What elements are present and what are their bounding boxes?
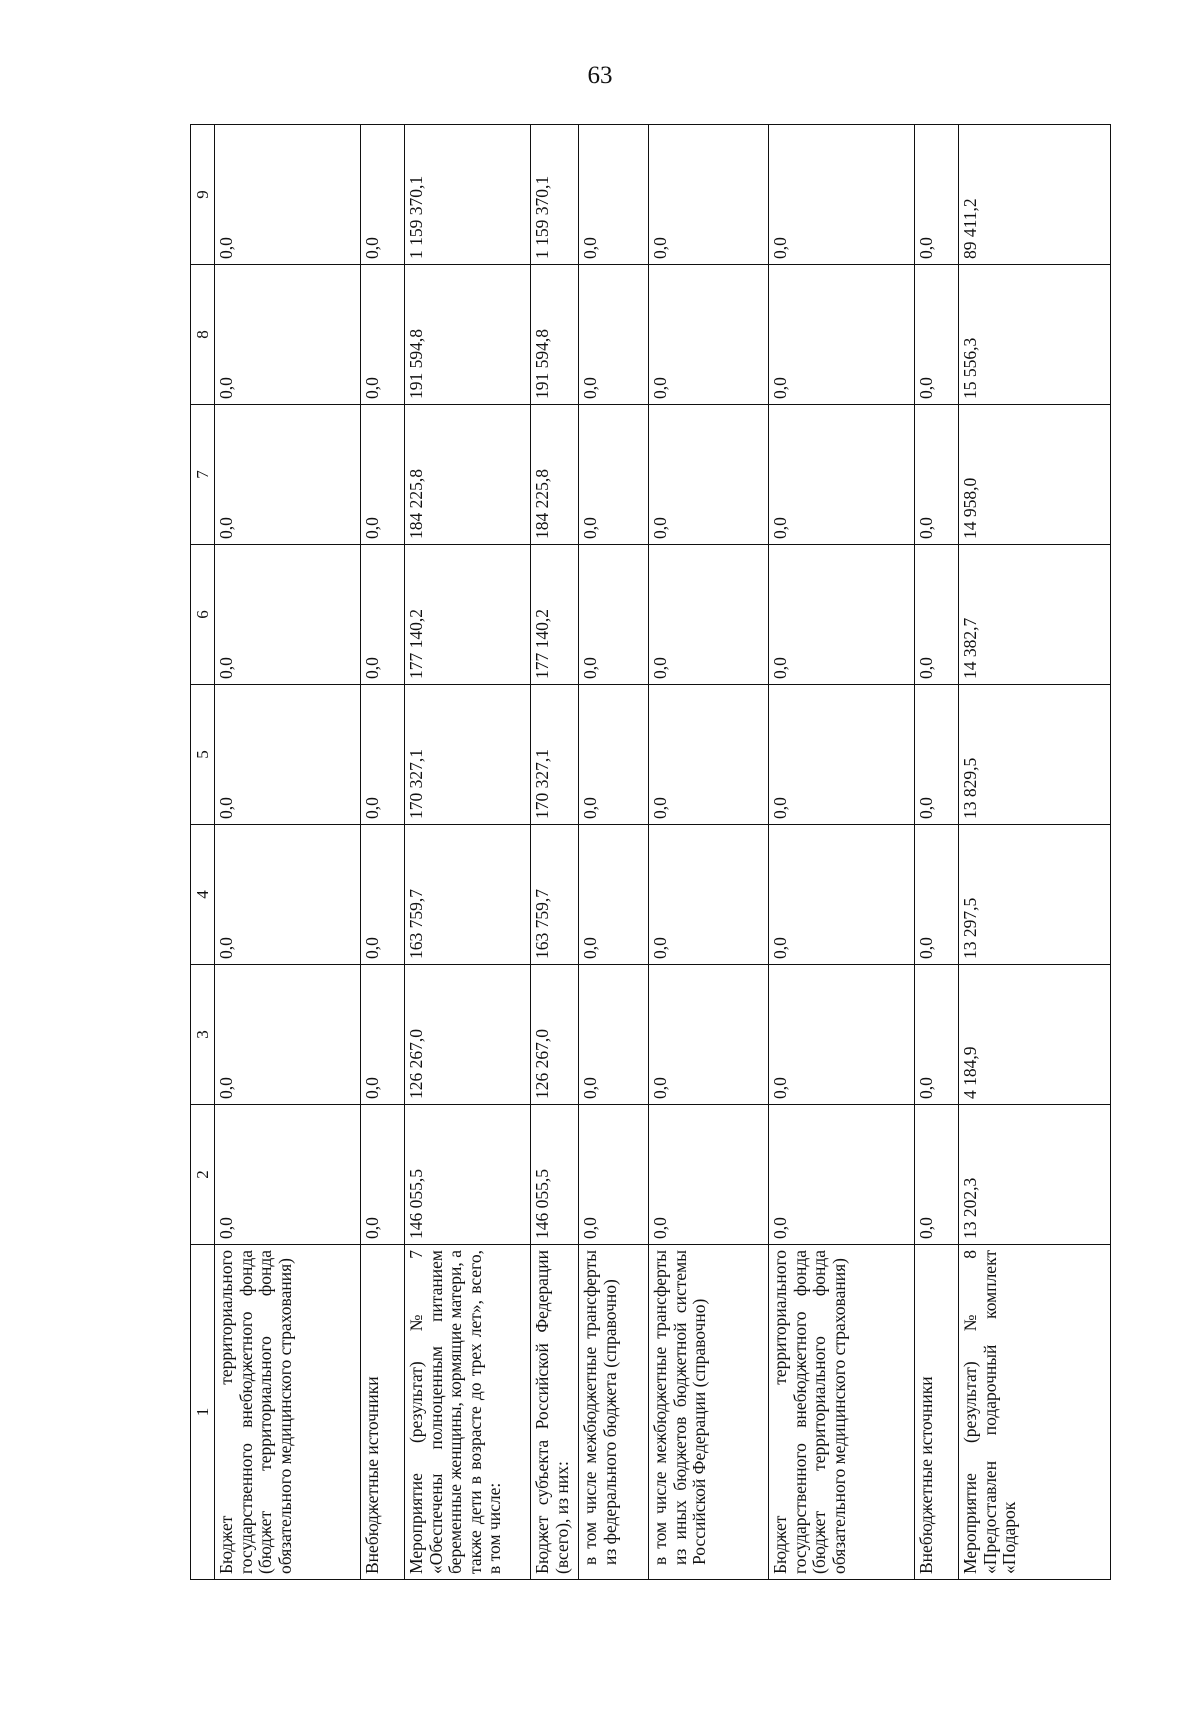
- table-cell: 0,0: [649, 405, 769, 545]
- table-cell: 0,0: [915, 265, 959, 405]
- table-row: [959, 125, 1111, 1580]
- table-cell: 177 140,2: [405, 545, 531, 685]
- table-cell: 0,0: [361, 125, 405, 265]
- budget-table: [190, 124, 1111, 1580]
- table-cell: 0,0: [215, 1105, 361, 1245]
- table-cell: 0,0: [215, 405, 361, 545]
- table-body: [191, 125, 1111, 1580]
- table-cell: 126 267,0: [405, 965, 531, 1105]
- table-cell: 0,0: [579, 1105, 649, 1245]
- row-label: в том числе межбюджетные трансферты из иных бюджетов бюджетной системы Российской Федерации (справочно): [649, 1245, 769, 1580]
- table-cell: 0,0: [361, 825, 405, 965]
- row-label: в том числе межбюджетные трансферты из федерального бюджета (справочно): [579, 1245, 649, 1580]
- column-header: 7: [191, 405, 215, 545]
- table-cell: 191 594,8: [531, 265, 579, 405]
- table-cell: 184 225,8: [405, 405, 531, 545]
- table-cell: 0,0: [579, 685, 649, 825]
- table-cell: 177 140,2: [531, 545, 579, 685]
- column-header-row: [191, 125, 215, 1580]
- row-label: Мероприятие (результат) № 7 «Обеспечены полноценным питанием беременные женщины, кормящие матери, а также дети в возрасте до трех лет», всего, в том числе:: [405, 1245, 531, 1580]
- table-cell: 0,0: [215, 965, 361, 1105]
- page-number: 63: [587, 62, 613, 89]
- table-row: [579, 125, 649, 1580]
- table-cell: 170 327,1: [405, 685, 531, 825]
- row-label: Бюджет территориального государственного внебюджетного фонда (бюджет территориального фонда обязательного медицинского страхования): [215, 1245, 361, 1580]
- table-cell: 0,0: [579, 125, 649, 265]
- table-cell: 184 225,8: [531, 405, 579, 545]
- table-cell: 0,0: [579, 825, 649, 965]
- table-cell: 0,0: [579, 405, 649, 545]
- table-cell: 0,0: [361, 1105, 405, 1245]
- table-cell: 0,0: [649, 125, 769, 265]
- row-label: Бюджет субъекта Российской Федерации (всего), из них:: [531, 1245, 579, 1580]
- column-header: 3: [191, 965, 215, 1105]
- row-label: Внебюджетные источники: [915, 1245, 959, 1580]
- table-row: [405, 125, 531, 1580]
- table-cell: 0,0: [769, 265, 915, 405]
- table-cell: 0,0: [769, 405, 915, 545]
- table-cell: 163 759,7: [405, 825, 531, 965]
- table-cell: 15 556,3: [959, 265, 1111, 405]
- table-cell: 146 055,5: [405, 1105, 531, 1245]
- table-cell: 0,0: [769, 545, 915, 685]
- column-header: 2: [191, 1105, 215, 1245]
- table-row: [531, 125, 579, 1580]
- row-label: Бюджет территориального государственного внебюджетного фонда (бюджет территориального фонда обязательного медицинского страхования): [769, 1245, 915, 1580]
- column-header: 5: [191, 685, 215, 825]
- column-header: 1: [191, 1245, 215, 1580]
- table-cell: 0,0: [361, 965, 405, 1105]
- table-cell: 14 382,7: [959, 545, 1111, 685]
- table-cell: 163 759,7: [531, 825, 579, 965]
- table-cell: 0,0: [649, 265, 769, 405]
- column-header: 6: [191, 545, 215, 685]
- table-cell: 0,0: [769, 825, 915, 965]
- table-cell: 0,0: [915, 685, 959, 825]
- table-cell: 0,0: [215, 265, 361, 405]
- table-cell: 0,0: [769, 1105, 915, 1245]
- table-cell: 14 958,0: [959, 405, 1111, 545]
- table-cell: 0,0: [769, 965, 915, 1105]
- table-cell: 146 055,5: [531, 1105, 579, 1245]
- table-row: [915, 125, 959, 1580]
- table-cell: 13 202,3: [959, 1105, 1111, 1245]
- table-cell: 0,0: [215, 545, 361, 685]
- table-cell: 89 411,2: [959, 125, 1111, 265]
- table-cell: 0,0: [915, 545, 959, 685]
- table-cell: 13 829,5: [959, 685, 1111, 825]
- table-cell: 0,0: [361, 265, 405, 405]
- table-row: [215, 125, 361, 1580]
- rotated-table-frame: [190, 125, 1110, 1580]
- table-cell: 0,0: [915, 825, 959, 965]
- table-cell: 191 594,8: [405, 265, 531, 405]
- table-row: [361, 125, 405, 1580]
- table-cell: 0,0: [649, 965, 769, 1105]
- table-cell: 0,0: [649, 825, 769, 965]
- row-label: Внебюджетные источники: [361, 1245, 405, 1580]
- table-row: [649, 125, 769, 1580]
- table-cell: 1 159 370,1: [531, 125, 579, 265]
- table-cell: 0,0: [915, 125, 959, 265]
- table-cell: 170 327,1: [531, 685, 579, 825]
- table-row: [769, 125, 915, 1580]
- table-cell: 0,0: [649, 1105, 769, 1245]
- table-cell: 4 184,9: [959, 965, 1111, 1105]
- table-cell: 0,0: [215, 825, 361, 965]
- row-label: Мероприятие (результат) № 8 «Предоставлен подарочный комплект «Подарок: [959, 1245, 1111, 1580]
- table-cell: 0,0: [361, 545, 405, 685]
- table-cell: 0,0: [579, 545, 649, 685]
- table-cell: 0,0: [649, 545, 769, 685]
- column-header: 8: [191, 265, 215, 405]
- table-cell: 0,0: [215, 685, 361, 825]
- table-cell: 0,0: [579, 965, 649, 1105]
- table-cell: 0,0: [361, 685, 405, 825]
- table-cell: 0,0: [769, 685, 915, 825]
- table-cell: 0,0: [579, 265, 649, 405]
- table-cell: 0,0: [769, 125, 915, 265]
- column-header: 9: [191, 125, 215, 265]
- table-cell: 0,0: [361, 405, 405, 545]
- table-cell: 126 267,0: [531, 965, 579, 1105]
- table-cell: 0,0: [215, 125, 361, 265]
- column-header: 4: [191, 825, 215, 965]
- table-cell: 0,0: [915, 1105, 959, 1245]
- table-cell: 1 159 370,1: [405, 125, 531, 265]
- table-cell: 13 297,5: [959, 825, 1111, 965]
- table-cell: 0,0: [915, 965, 959, 1105]
- table-cell: 0,0: [915, 405, 959, 545]
- table-cell: 0,0: [649, 685, 769, 825]
- rotated-table-container: [190, 125, 1110, 1580]
